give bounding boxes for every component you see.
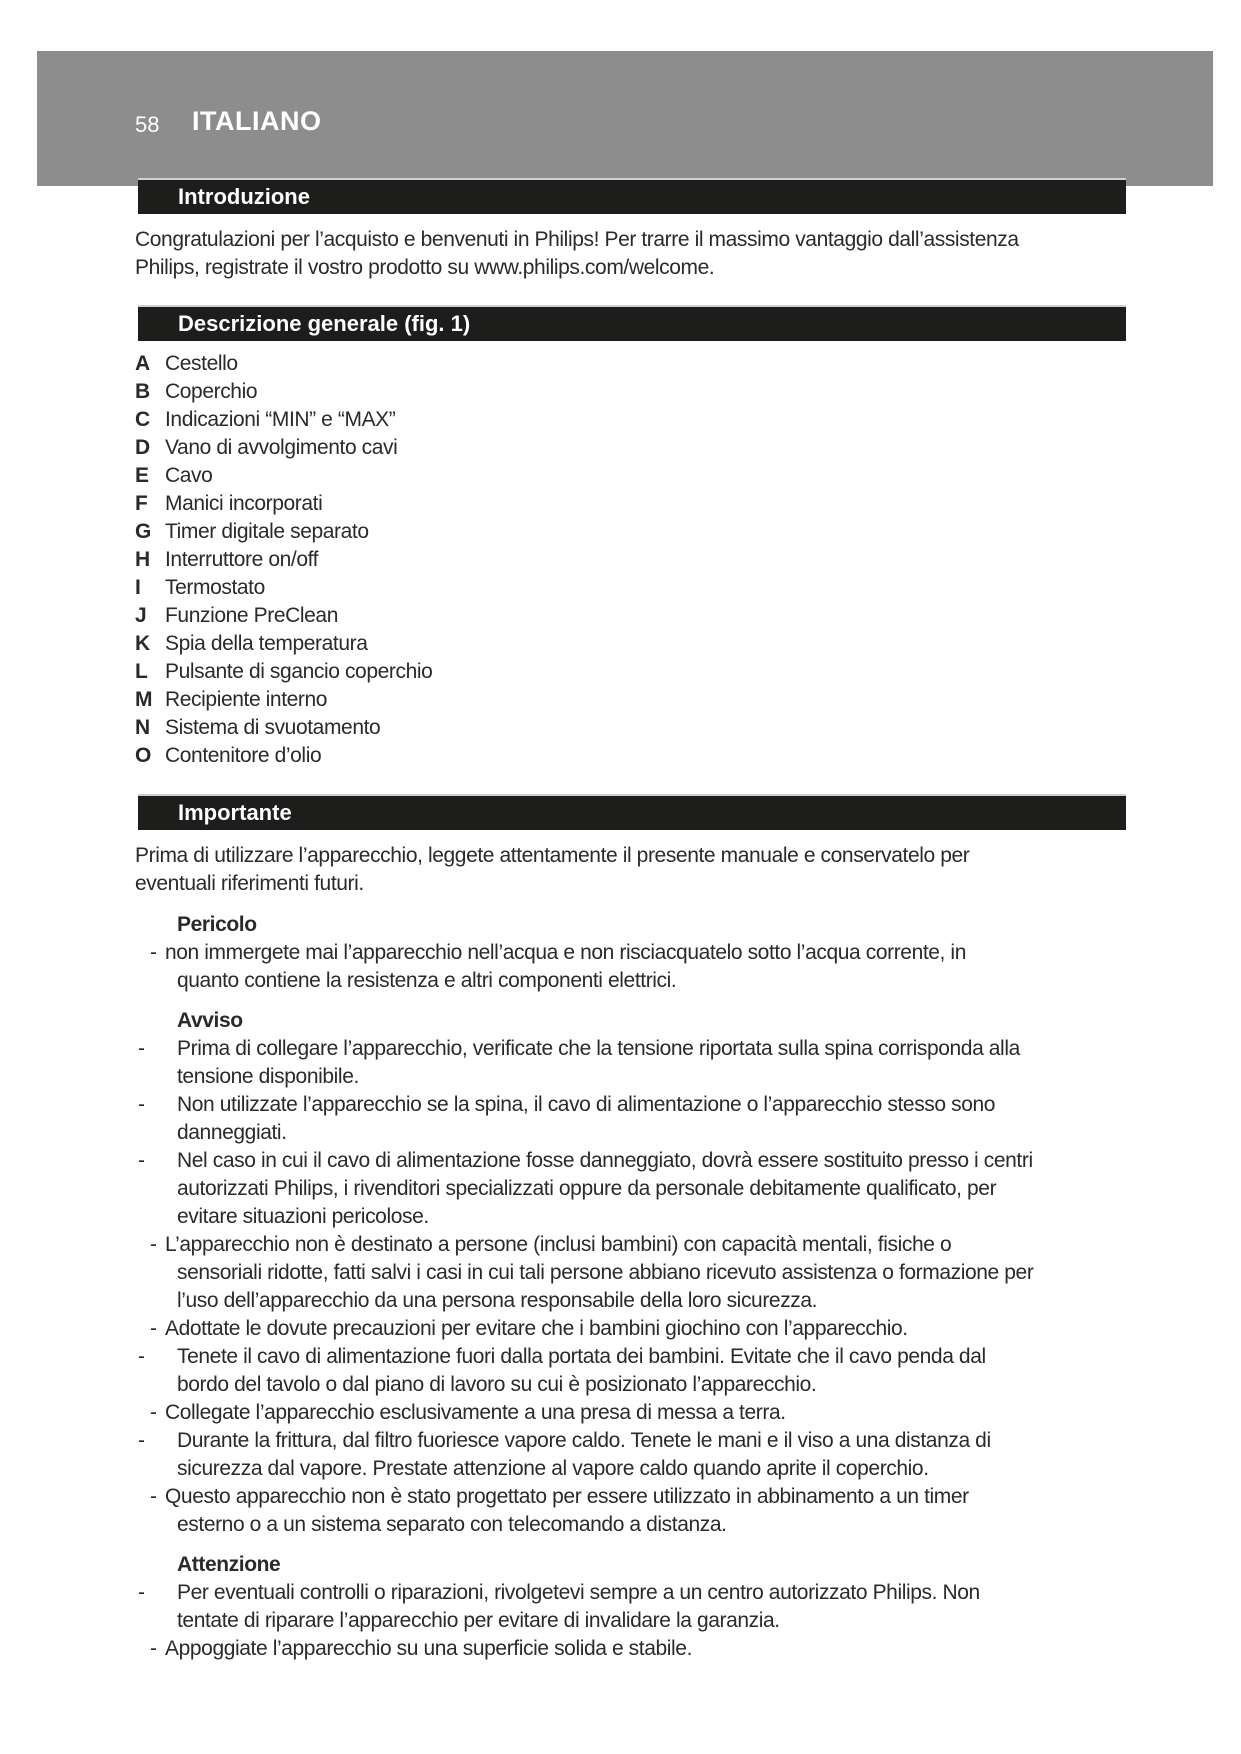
list-item xyxy=(135,574,432,602)
bullet-dash: - xyxy=(150,1317,157,1340)
important-paragraph xyxy=(135,842,969,898)
part-letter: L xyxy=(135,660,148,683)
text-line: eventuali riferimenti futuri. xyxy=(135,872,364,895)
part-label: Manici incorporati xyxy=(165,492,323,515)
text-line: Collegate l’apparecchio esclusivamente a una presa di messa a terra. xyxy=(165,1401,786,1424)
part-letter: I xyxy=(135,576,141,599)
list-item xyxy=(135,630,432,658)
warning-item xyxy=(135,1427,1033,1483)
warning-item xyxy=(135,1315,1033,1343)
text-line: danneggiati. xyxy=(177,1121,287,1144)
warning-item xyxy=(135,1231,1033,1315)
part-label: Timer digitale separato xyxy=(165,520,369,543)
bullet-dash: - xyxy=(138,1149,145,1172)
list-item xyxy=(135,406,432,434)
section-bar-importante xyxy=(138,794,1126,830)
part-label: Contenitore d’olio xyxy=(165,744,322,767)
list-item xyxy=(135,434,432,462)
section-title: Descrizione generale (fig. 1) xyxy=(178,311,471,336)
part-letter: M xyxy=(135,688,153,711)
text-line: L’apparecchio non è destinato a persone (inclusi bambini) con capacità mentali, fisiche o xyxy=(165,1233,952,1256)
warning-item xyxy=(135,1035,1033,1091)
part-letter: A xyxy=(135,352,150,375)
text-line: tensione disponibile. xyxy=(177,1065,359,1088)
warning-item xyxy=(135,939,1033,995)
part-letter: K xyxy=(135,632,150,655)
text-line: tentate di riparare l’apparecchio per evitare di invalidare la garanzia. xyxy=(177,1609,780,1632)
text-line: quanto contiene la resistenza e altri componenti elettrici. xyxy=(177,969,677,992)
warning-heading: Pericolo xyxy=(177,913,257,936)
part-label: Termostato xyxy=(165,576,265,599)
text-line: esterno o a un sistema separato con telecomando a distanza. xyxy=(177,1513,727,1536)
part-letter: F xyxy=(135,492,148,515)
list-item xyxy=(135,378,432,406)
list-item xyxy=(135,350,432,378)
part-letter: J xyxy=(135,604,147,627)
part-label: Spia della temperatura xyxy=(165,632,368,655)
bullet-dash: - xyxy=(138,1093,145,1116)
part-letter: B xyxy=(135,380,150,403)
bullet-dash: - xyxy=(150,941,157,964)
text-line: Non utilizzate l’apparecchio se la spina, il cavo di alimentazione o l’apparecchio stesso sono xyxy=(177,1093,996,1116)
warning-heading: Avviso xyxy=(177,1009,243,1032)
text-line: Nel caso in cui il cavo di alimentazione fosse danneggiato, dovrà essere sostituito presso i centri xyxy=(177,1149,1033,1172)
section-title: Importante xyxy=(178,800,292,825)
text-line: Tenete il cavo di alimentazione fuori dalla portata dei bambini. Evitate che il cavo penda dal xyxy=(177,1345,986,1368)
list-item xyxy=(135,714,432,742)
warning-item xyxy=(135,1399,1033,1427)
text-line: Prima di utilizzare l’apparecchio, leggete attentamente il presente manuale e conservatelo per xyxy=(135,844,970,867)
text-line: Appoggiate l’apparecchio su una superficie solida e stabile. xyxy=(165,1637,693,1660)
safety-warnings xyxy=(135,911,1033,1663)
intro-paragraph xyxy=(135,226,1019,282)
text-line: Durante la frittura, dal filtro fuoriesce vapore caldo. Tenete le mani e il viso a una distanza di xyxy=(177,1429,991,1452)
text-line: Questo apparecchio non è stato progettato per essere utilizzato in abbinamento a un timer xyxy=(165,1485,969,1508)
part-label: Cavo xyxy=(165,464,213,487)
part-letter: D xyxy=(135,436,150,459)
part-label: Recipiente interno xyxy=(165,688,328,711)
warning-item xyxy=(135,1091,1033,1147)
section-title: Introduzione xyxy=(178,184,310,209)
bullet-dash: - xyxy=(150,1233,157,1256)
part-letter: E xyxy=(135,464,149,487)
list-item xyxy=(135,462,432,490)
bullet-dash: - xyxy=(138,1345,145,1368)
text-line: Congratulazioni per l’acquisto e benvenuti in Philips! Per trarre il massimo vantaggio dall’assistenza xyxy=(135,228,1019,251)
part-letter: C xyxy=(135,408,150,431)
warning-item xyxy=(135,1483,1033,1539)
list-item xyxy=(135,602,432,630)
text-line: l’uso dell’apparecchio da una persona responsabile della loro sicurezza. xyxy=(177,1289,818,1312)
part-label: Funzione PreClean xyxy=(165,604,338,627)
text-line: non immergete mai l’apparecchio nell’acqua e non risciacquatelo sotto l’acqua corrente, in xyxy=(165,941,966,964)
section-bar-introduzione xyxy=(138,178,1126,214)
part-letter: N xyxy=(135,716,150,739)
text-line: Per eventuali controlli o riparazioni, rivolgetevi sempre a un centro autorizzato Philips. Non xyxy=(177,1581,980,1604)
list-item xyxy=(135,518,432,546)
part-label: Indicazioni “MIN” e “MAX” xyxy=(165,408,396,431)
language-title: ITALIANO xyxy=(192,106,322,136)
page-number: 58 xyxy=(135,112,160,137)
text-line: bordo del tavolo o dal piano di lavoro su cui è posizionato l’apparecchio. xyxy=(177,1373,817,1396)
part-letter: O xyxy=(135,744,151,767)
text-line: sensoriali ridotte, fatti salvi i casi in cui tali persone abbiano ricevuto assistenza o formazione per xyxy=(177,1261,1034,1284)
text-line: evitare situazioni pericolose. xyxy=(177,1205,429,1228)
text-line: Prima di collegare l’apparecchio, verificate che la tensione riportata sulla spina corrisponda alla xyxy=(177,1037,1020,1060)
bullet-dash: - xyxy=(150,1637,157,1660)
section-bar-descrizione xyxy=(138,305,1126,341)
warning-item xyxy=(135,1579,1033,1635)
part-label: Cestello xyxy=(165,352,238,375)
text-line: Adottate le dovute precauzioni per evitare che i bambini giochino con l’apparecchio. xyxy=(165,1317,908,1340)
part-label: Vano di avvolgimento cavi xyxy=(165,436,398,459)
part-label: Pulsante di sgancio coperchio xyxy=(165,660,433,683)
warning-item xyxy=(135,1635,1033,1663)
part-label: Coperchio xyxy=(165,380,258,403)
bullet-dash: - xyxy=(138,1429,145,1452)
list-item xyxy=(135,546,432,574)
warning-heading: Attenzione xyxy=(177,1553,281,1576)
text-line: autorizzati Philips, i rivenditori specializzati oppure da personale debitamente qualificato, per xyxy=(177,1177,997,1200)
parts-list xyxy=(135,350,432,770)
part-label: Sistema di svuotamento xyxy=(165,716,381,739)
text-line: Philips, registrate il vostro prodotto su www.philips.com/welcome. xyxy=(135,256,715,279)
bullet-dash: - xyxy=(138,1037,145,1060)
list-item xyxy=(135,490,432,518)
bullet-dash: - xyxy=(150,1485,157,1508)
part-letter: H xyxy=(135,548,150,571)
list-item xyxy=(135,742,432,770)
warning-item xyxy=(135,1147,1033,1231)
part-label: Interruttore on/off xyxy=(165,548,319,571)
bullet-dash: - xyxy=(150,1401,157,1424)
list-item xyxy=(135,658,432,686)
list-item xyxy=(135,686,432,714)
text-line: sicurezza dal vapore. Prestate attenzione al vapore caldo quando aprite il coperchio. xyxy=(177,1457,929,1480)
part-letter: G xyxy=(135,520,151,543)
bullet-dash: - xyxy=(138,1581,145,1604)
warning-item xyxy=(135,1343,1033,1399)
